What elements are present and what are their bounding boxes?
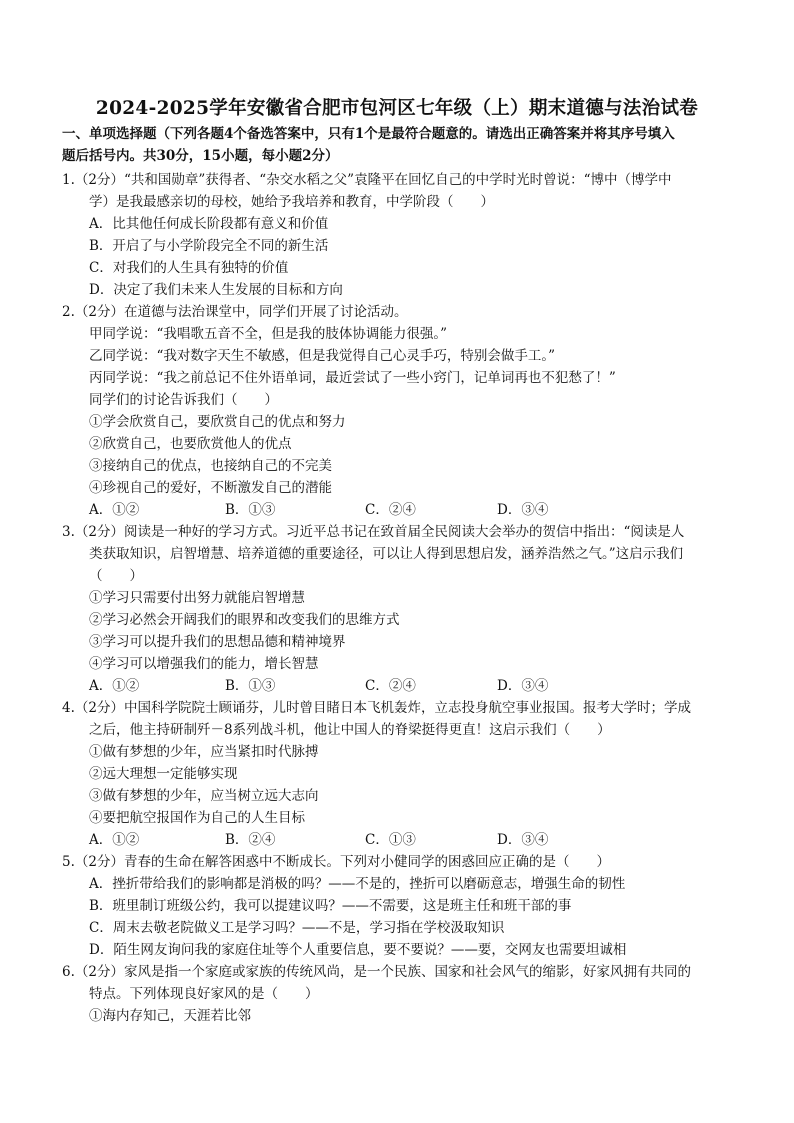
section-heading-line-1: 一、单项选择题（下列各题4个备选答案中，只有1个是最符合题意的。请选出正确答案并将其序号填入 (62, 126, 675, 142)
q2-option-a: A．①② (89, 502, 140, 518)
q2-statement-2: 乙同学说：“我对数字天生不敏感，但是我觉得自己心灵手巧，特别会做手工。” (89, 348, 556, 364)
q2-option-d: D．③④ (497, 502, 549, 518)
q4-stem-line-1: 4.（2分）中国科学院院士顾诵芬，儿时曾目睹日本飞机轰炸，立志投身航空事业报国。报考大学时；学成 (62, 700, 691, 716)
q2-stem-line-1: 2.（2分）在道德与法治课堂中，同学们开展了讨论活动。 (62, 304, 408, 320)
q5-option-c: C．周末去敬老院做义工是学习吗？——不是，学习指在学校汲取知识 (89, 920, 505, 936)
q6-stem-line-1: 6.（2分）家风是指一个家庭或家族的传统风尚，是一个民族、国家和社会风气的缩影，好家风拥有共同的 (62, 964, 691, 980)
q5-option-b: B．班里制订班级公约，我可以提建议吗？——不需要，这是班主任和班干部的事 (89, 898, 572, 914)
section-heading-line-2: 题后括号内。共30分，15小题，每小题2分） (62, 148, 339, 164)
q4-item-4: ④要把航空报国作为自己的人生目标 (89, 810, 305, 826)
q1-option-d: D．决定了我们未来人生发展的目标和方向 (89, 282, 343, 298)
q6-stem-line-2: 特点。下列体现良好家风的是（ ） (89, 986, 319, 1002)
q3-option-b: B．①③ (225, 678, 276, 694)
q2-item-1: ①学会欣赏自己，要欣赏自己的优点和努力 (89, 414, 346, 430)
q4-item-3: ③做有梦想的少年，应当树立远大志向 (89, 788, 319, 804)
q2-option-b: B．①③ (225, 502, 276, 518)
q1-option-c: C．对我们的人生具有独特的价值 (89, 260, 289, 276)
q4-option-d: D．③④ (497, 832, 549, 848)
q3-stem-line-3: （ ） (89, 568, 143, 584)
q4-stem-line-2: 之后，他主持研制歼－8系列战斗机，他让中国人的脊梁挺得更直！这启示我们（ ） (89, 722, 611, 738)
q3-item-4: ④学习可以增强我们的能力，增长智慧 (89, 656, 319, 672)
q3-item-2: ②学习必然会开阔我们的眼界和改变我们的思维方式 (89, 612, 400, 628)
q2-item-4: ④珍视自己的爱好，不断激发自己的潜能 (89, 480, 332, 496)
q3-option-a: A．①② (89, 678, 140, 694)
q3-stem-line-1: 3.（2分）阅读是一种好的学习方式。习近平总书记在致首届全民阅读大会举办的贺信中指出：“阅读是人 (62, 524, 685, 540)
q1-stem-line-2: 学）是我最感亲切的母校，她给予我培养和教育，中学阶段（ ） (89, 194, 494, 210)
q3-option-c: C．②④ (365, 678, 416, 694)
q2-item-2: ②欣赏自己，也要欣赏他人的优点 (89, 436, 292, 452)
q2-statement-1: 甲同学说：“我唱歌五音不全，但是我的肢体协调能力很强。” (89, 326, 448, 342)
q3-item-1: ①学习只需要付出努力就能启智增慧 (89, 590, 305, 606)
q2-statement-3: 丙同学说：“我之前总记不住外语单词，最近尝试了一些小窍门，记单词再也不犯愁了！” (89, 370, 616, 386)
exam-title: 2024-2025学年安徽省合肥市包河区七年级（上）期末道德与法治试卷 (95, 98, 699, 119)
q3-item-3: ③学习可以提升我们的思想品德和精神境界 (89, 634, 346, 650)
q2-option-c: C．②④ (365, 502, 416, 518)
q2-item-3: ③接纳自己的优点，也接纳自己的不完美 (89, 458, 332, 474)
q6-item-1: ①海内存知己，天涯若比邻 (89, 1008, 251, 1024)
q4-option-b: B．②④ (225, 832, 276, 848)
q3-option-d: D．③④ (497, 678, 549, 694)
q5-stem-line-1: 5.（2分）青春的生命在解答困惑中不断成长。下列对小健同学的困惑回应正确的是（ ） (62, 854, 610, 870)
q5-option-d: D．陌生网友询问我的家庭住址等个人重要信息，要不要说？——要，交网友也需要坦诚相 (89, 942, 627, 958)
q3-stem-line-2: 类获取知识，启智增慧、培养道德的重要途径，可以让人得到思想启发，涵养浩然之气。”这启示我们 (89, 546, 684, 562)
q4-option-c: C．①③ (365, 832, 416, 848)
q1-option-b: B．开启了与小学阶段完全不同的新生活 (89, 238, 329, 254)
q5-option-a: A．挫折带给我们的影响都是消极的吗？——不是的，挫折可以磨砺意志，增强生命的韧性 (89, 876, 626, 892)
q2-statement-4: 同学们的讨论告诉我们（ ） (89, 392, 278, 408)
q4-option-a: A．①② (89, 832, 140, 848)
q1-stem-line-1: 1.（2分）“共和国勋章”获得者、“杂交水稻之父”袁隆平在回忆自己的中学时光时曾说：“博中（博学中 (62, 172, 672, 188)
q1-option-a: A．比其他任何成长阶段都有意义和价值 (89, 216, 329, 232)
q4-item-2: ②远大理想一定能够实现 (89, 766, 238, 782)
q4-item-1: ①做有梦想的少年，应当紧扣时代脉搏 (89, 744, 319, 760)
